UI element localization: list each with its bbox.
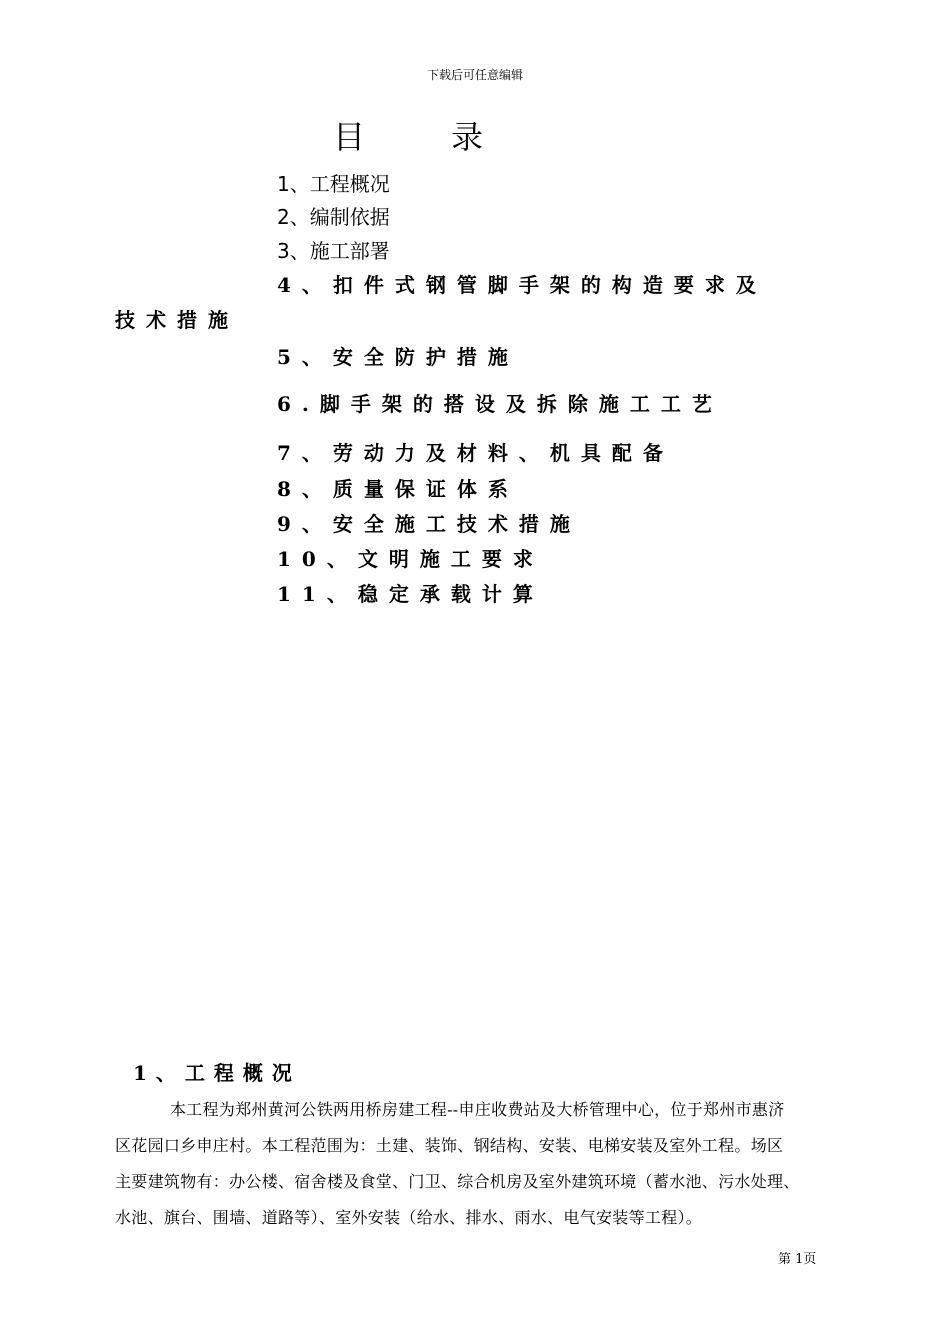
toc-item-3: 3、施工部署 [277, 239, 390, 263]
paragraph-line-4: 水池、旗台、围墙、道路等）、室外安装（给水、排水、雨水、电气安装等工程）。 [115, 1208, 703, 1227]
page-header-note: 下载后可任意编辑 [426, 68, 523, 82]
toc-item-9: 9、安全施工技术措施 [277, 512, 581, 536]
paragraph-line-2: 区花园口乡申庄村。本工程范围为：土建、装饰、钢结构、安装、电梯安装及室外工程。场区 [115, 1136, 784, 1155]
toc-item-1: 1、工程概况 [277, 172, 390, 196]
section-heading: 1、工程概况 [133, 1061, 301, 1085]
toc-item-7: 7、劳动力及材料、机具配备 [277, 441, 674, 465]
toc-item-4-continuation: 技术措施 [115, 308, 239, 332]
paragraph-line-3: 主要建筑物有：办公楼、宿舍楼及食堂、门卫、综合机房及室外建筑环境（蓄水池、污水处理、 [115, 1172, 800, 1191]
toc-item-4: 4、扣件式钢管脚手架的构造要求及 [277, 273, 767, 297]
toc-item-11: 11、稳定承载计算 [277, 582, 544, 606]
paragraph-line-1: 本工程为郑州黄河公铁两用桥房建工程--申庄收费站及大桥管理中心，位于郑州市惠济 [170, 1100, 785, 1119]
toc-item-2: 2、编制依据 [277, 205, 390, 229]
toc-item-6: 6.脚手架的搭设及拆除施工工艺 [277, 392, 723, 416]
toc-item-5: 5、安全防护措施 [277, 345, 519, 369]
toc-item-10: 10、文明施工要求 [277, 547, 544, 571]
toc-item-8: 8、质量保证体系 [277, 477, 519, 501]
page-number: 第 1页 [778, 1252, 817, 1267]
toc-title: 目录 [333, 118, 570, 156]
